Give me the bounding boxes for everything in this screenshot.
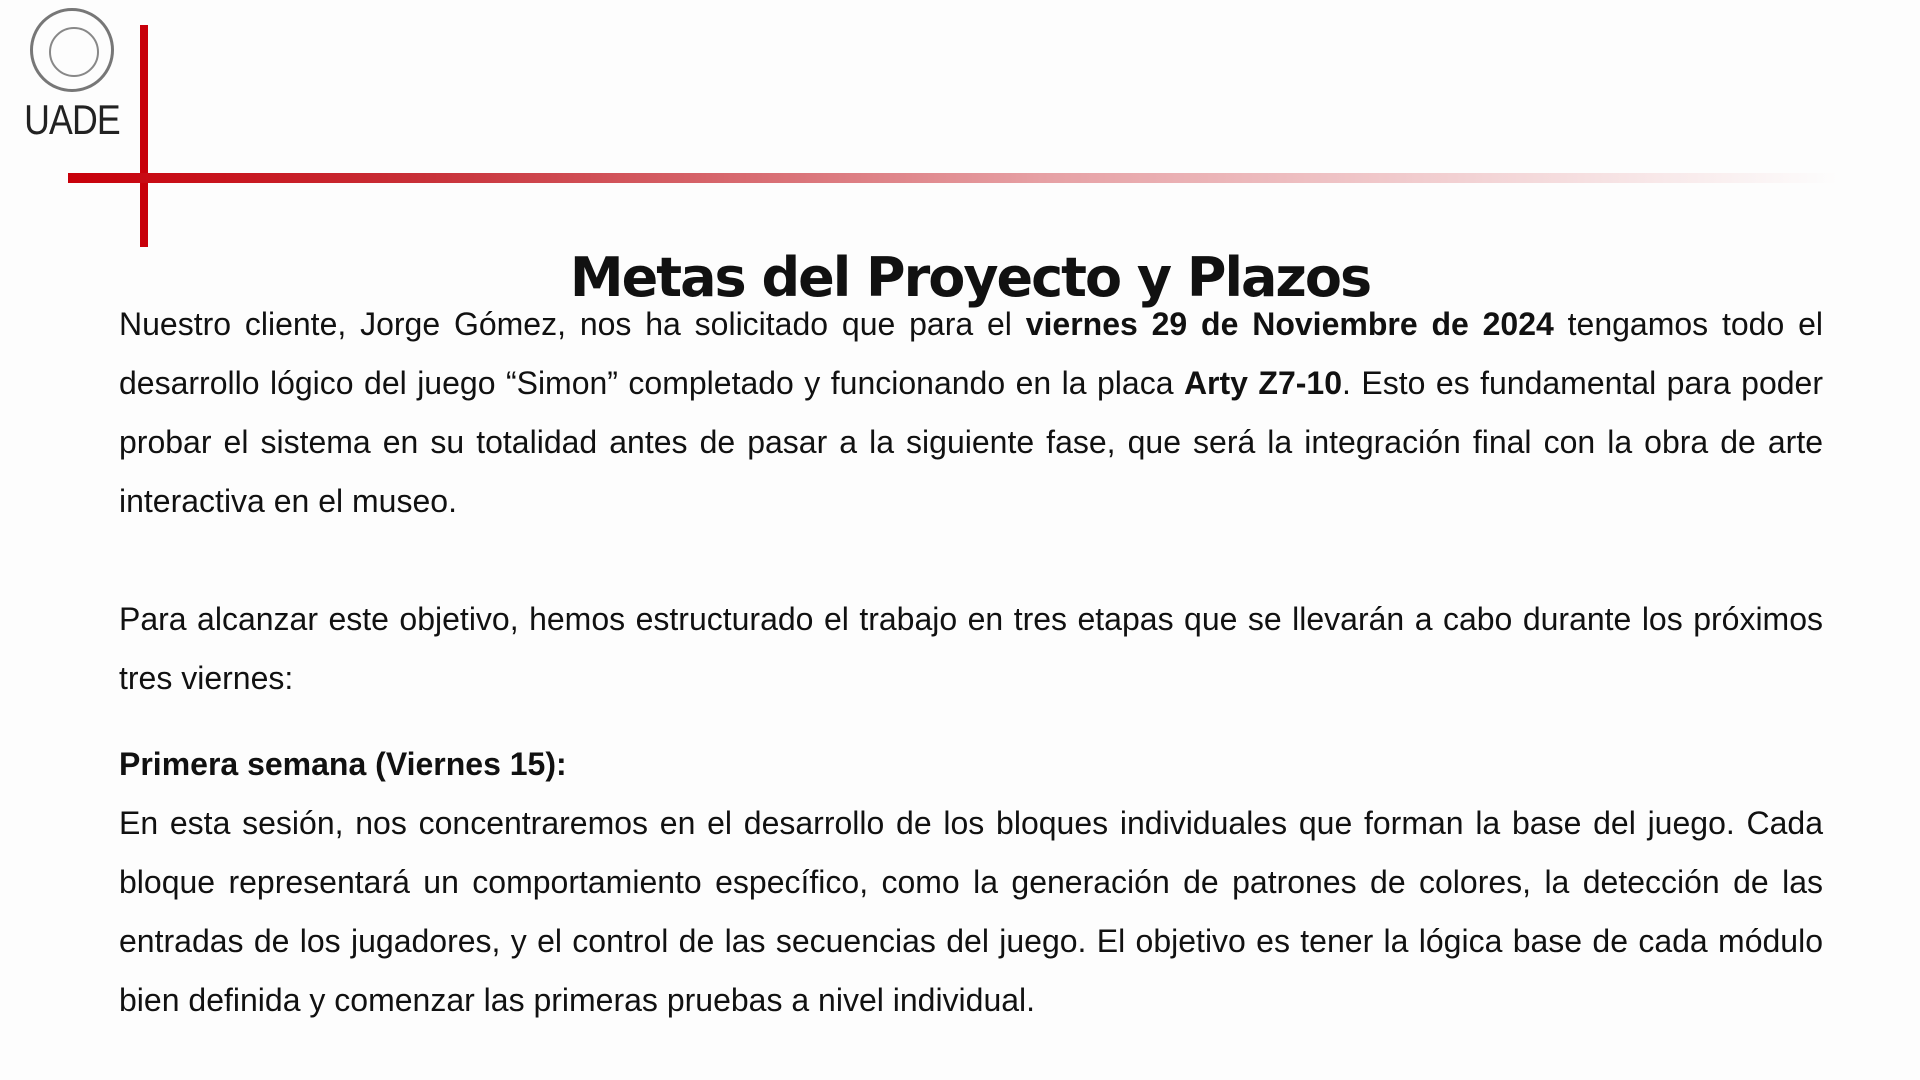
deadline-date: viernes 29 de Noviembre de 2024 <box>1025 306 1554 342</box>
week1-heading <box>119 735 1823 794</box>
horizontal-accent-line <box>68 173 1838 183</box>
page-title: Metas del Proyecto y Plazos <box>569 246 1371 310</box>
university-seal-icon <box>30 8 114 92</box>
week1-text: En esta sesión, nos concentraremos en el desarrollo de los bloques individuales que forman la base del juego. Cada bloque representará un comportamiento específico, como la generación de patrones de colores, la detección de las entradas de los jugadores, y el control de las secuencias del juego. El objetivo es tener la lógica base de cada módulo bien definida y comenzar las primeras pruebas a nivel individual. <box>119 805 1823 1018</box>
text: . Esto es fundamental para poder probar el sistema en su totalidad antes de pasar a la siguiente fase, que será la integración final con la obra de arte interactiva en el museo. <box>119 365 1823 519</box>
heading-text: Primera semana (Viernes 15): <box>119 746 567 782</box>
logo-text: UADE <box>24 96 120 143</box>
text: tengamos todo el desarrollo lógico del juego “Simon” completado y funcionando en la placa <box>119 306 1824 401</box>
uade-logo <box>14 8 130 144</box>
paragraph-intro <box>119 295 1823 531</box>
body-content <box>119 295 1823 1030</box>
vertical-accent-line <box>140 25 148 247</box>
text: Nuestro cliente, Jorge Gómez, nos ha solicitado que para el <box>119 306 1026 342</box>
board-name: Arty Z7-10 <box>1183 365 1342 401</box>
paragraph-stages: Para alcanzar este objetivo, hemos estructurado el trabajo en tres etapas que se llevarán a cabo durante los próximos tres viernes: <box>119 601 1823 696</box>
